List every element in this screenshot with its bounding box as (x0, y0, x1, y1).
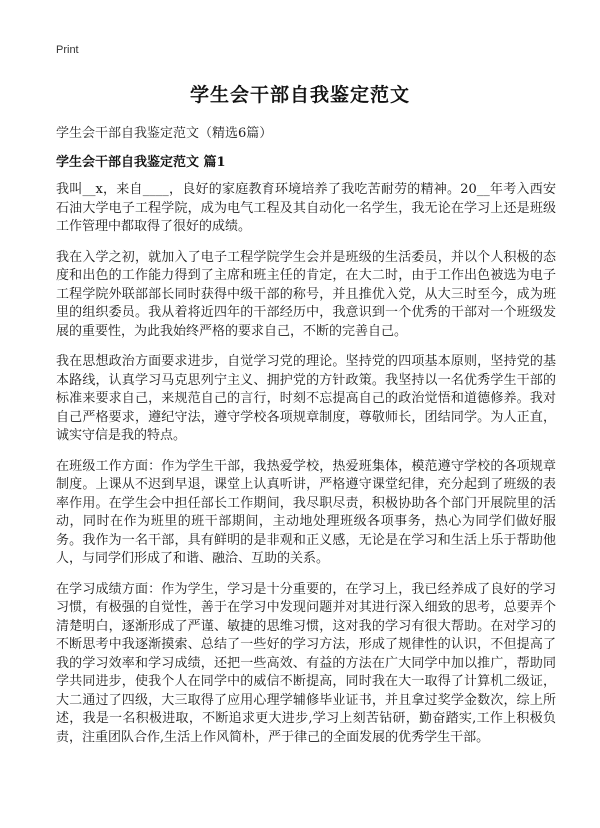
page-title: 学生会干部自我鉴定范文 (189, 84, 410, 106)
section-heading: 学生会干部自我鉴定范文 篇1 (56, 155, 226, 170)
paragraph-2: 我在入学之初，就加入了电子工程学院学生会并是班级的生活委员，并以个人积极的态度和出色的工作能力得到了主席和班主任的肯定，在大二时，由于工作出色被选为电子工程学院外联部部长同时获得中级干部的称号，并且推优入党，从大三时至今，成为班里的组织委员。我从着将近四年的干部经历中，我意识到一个优秀的干部对一个班级发展的重要性，为此我始终严格的要求自己，不断的完善自己。 (56, 249, 556, 339)
paragraph-3: 我在思想政治方面要求进步，自觉学习党的理论。坚持党的四项基本原则，坚持党的基本路线，认真学习马克思列宁主义、拥护党的方针政策。我坚持以一名优秀学生干部的标准来要求自己，来规范自己的言行，时刻不忘提高自己的政治觉悟和道德修养。我对自己严格要求，遵纪守法，遵守学校各项规章制度，尊敬师长，团结同学。为人正直，诚实守信是我的特点。 (56, 354, 556, 443)
paragraph-4: 在班级工作方面：作为学生干部，我热爱学校，热爱班集体，模范遵守学校的各项规章制度。上课从不迟到早退，课堂上认真听讲，严格遵守课堂纪律，充分起到了班级的表率作用。在学生会中担任部长工作期间，我尽职尽责，积极协助各个部门开展院里的活动，同时在作为班里的班干部期间，主动地处理班级各项事务，热心为同学们做好服务。我作为一名干部，具有鲜明的是非观和正义感，无论是在学习和生活上乐于帮助他人，与同学们形成了和谐、融洽、互助的关系。 (56, 458, 556, 566)
print-label: Print (56, 44, 79, 56)
paragraph-5: 在学习成绩方面：作为学生，学习是十分重要的，在学习上，我已经养成了良好的学习习惯，有极强的自觉性，善于在学习中发现问题并对其进行深入细致的思考，总要弄个清楚明白，逐渐形成了严谨、敏捷的思维习惯，这对我的学习有很大帮助。在对学习的不断思考中我逐渐摸索、总结了一些好的学习方法，形成了规律性的认识，不但提高了我的学习效率和学习成绩，还把一些高效、有益的方法在广大同学中加以推广，帮助同学共同进步，使我个人在同学中的威信不断提高，同时我在大一取得了计算机二级证，大二通过了四级，大三取得了应用心理学辅修毕业证书，并且拿过奖学金数次，综上所述，我是一名积极进取，不断追求更大进步,学习上刻苦钻研，勤奋踏实,工作上积极负责，注重团队合作,生活上作风简朴，严于律己的全面发展的优秀学生干部。 (56, 581, 556, 745)
document-subtitle: 学生会干部自我鉴定范文（精选6篇） (56, 126, 273, 141)
paragraph-1: 我叫__x，来自____，良好的家庭教育环境培养了我吃苦耐劳的精神。20__年考入西安石油大学电子工程学院，成为电气工程及其自动化一名学生，我无论在学习上还是班级工作管理中都取得了很好的成绩。 (56, 182, 556, 234)
body-text (56, 181, 556, 759)
